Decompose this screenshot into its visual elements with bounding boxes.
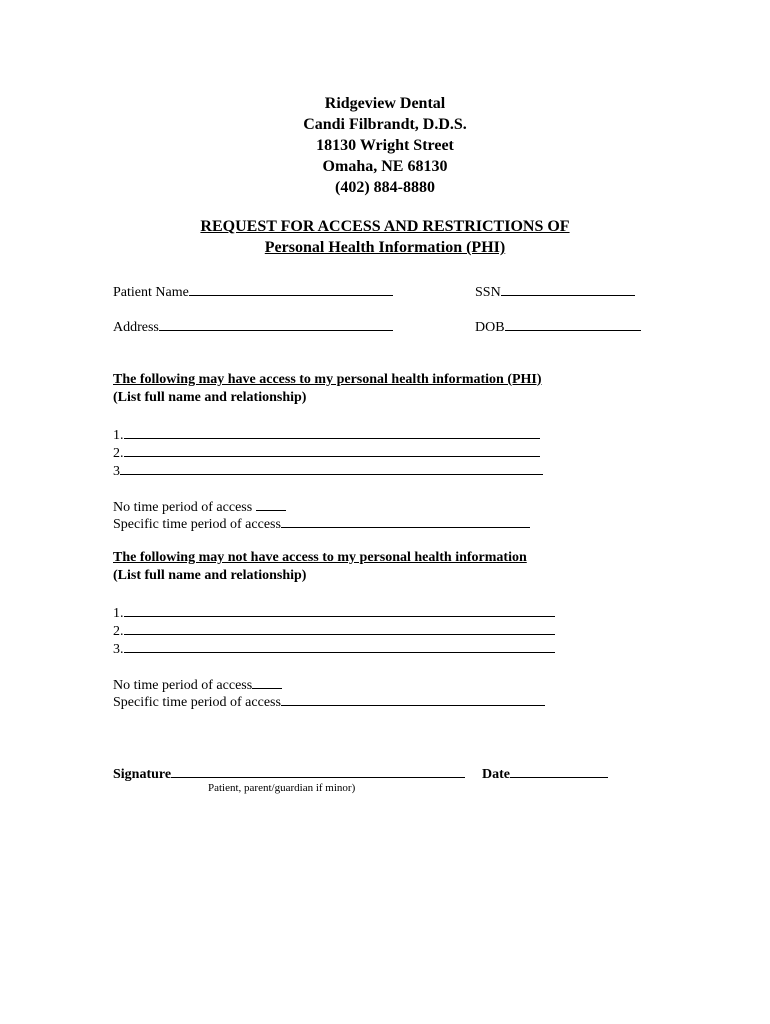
dob-label: DOB (475, 320, 505, 335)
restrict-subheading: (List full name and relationship) (113, 568, 307, 583)
date-field[interactable] (482, 764, 608, 784)
street-address: 18130 Wright Street (316, 137, 454, 154)
date-label: Date (482, 767, 510, 782)
restrict-item-1[interactable]: 1. (113, 603, 555, 623)
dob-line[interactable] (505, 317, 641, 331)
form-title (0, 216, 770, 258)
restrict-no-time-field[interactable]: No time period of access (113, 675, 282, 695)
access-item-3[interactable]: 3 (113, 461, 543, 481)
patient-name-line[interactable] (189, 282, 393, 296)
access-subheading: (List full name and relationship) (113, 390, 307, 405)
dentist-name: Candi Filbrandt, D.D.S. (303, 116, 467, 133)
date-line[interactable] (510, 764, 608, 778)
signature-note: Patient, parent/guardian if minor) (208, 782, 356, 794)
signature-label: Signature (113, 767, 172, 782)
address-line[interactable] (159, 317, 393, 331)
signature-field[interactable] (113, 764, 465, 784)
ssn-line[interactable] (501, 282, 635, 296)
patient-name-label: Patient Name (113, 285, 189, 300)
signature-line[interactable] (171, 764, 465, 778)
access-specific-time-field[interactable]: Specific time period of access (113, 514, 530, 534)
restrict-item-3[interactable]: 3. (113, 639, 555, 659)
access-heading: The following may have access to my personal health information (PHI) (List full name and relationship) (113, 372, 542, 405)
ssn-field[interactable] (475, 282, 635, 302)
address-field[interactable] (113, 317, 393, 337)
practice-name: Ridgeview Dental (324, 95, 446, 112)
address-label: Address (113, 320, 159, 335)
restrict-heading: The following may not have access to my personal health information (List full name and relationship) (113, 550, 527, 583)
ssn-label: SSN (475, 285, 501, 300)
access-item-1[interactable]: 1. (113, 425, 540, 445)
access-no-time-field[interactable]: No time period of access (113, 497, 286, 517)
practice-header (0, 93, 770, 198)
dob-field[interactable] (475, 317, 641, 337)
phone-number: (402) 884-8880 (335, 179, 435, 196)
patient-name-field[interactable] (113, 282, 393, 302)
city-state-zip: Omaha, NE 68130 (322, 158, 448, 175)
restrict-specific-time-field[interactable]: Specific time period of access (113, 692, 545, 712)
form-title-line1: REQUEST FOR ACCESS AND RESTRICTIONS OF (200, 218, 570, 235)
form-title-line2: Personal Health Information (PHI) (264, 239, 506, 256)
restrict-item-2[interactable]: 2. (113, 621, 555, 641)
access-item-2[interactable]: 2. (113, 443, 540, 463)
